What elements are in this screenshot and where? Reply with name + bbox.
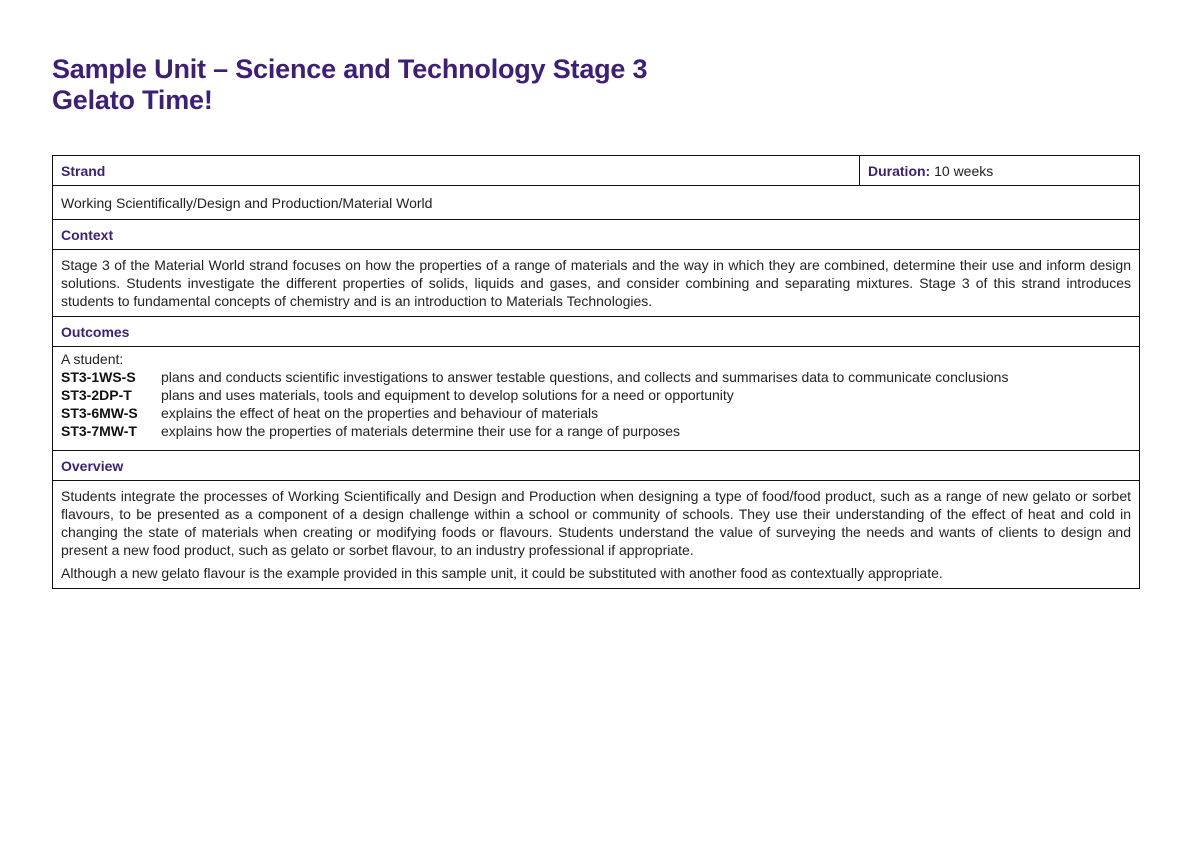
outcome-text: explains the effect of heat on the properties and behaviour of materials [161,405,599,421]
outcome-code: ST3-2DP-T [61,387,132,403]
strand-header-row [53,156,1140,186]
outcome-text: plans and conducts scientific investigations to answer testable questions, and collects and summarises data to communicate conclusions [161,369,1009,385]
outcomes-header-row [53,317,1140,347]
outcome-text: explains how the properties of materials determine their use for a range of purposes [161,423,681,439]
outcomes-intro: A student: [61,351,124,367]
overview-label: Overview [53,451,1140,481]
page-title [52,54,647,116]
outcome-code: ST3-1WS-S [61,369,136,385]
context-header-row [53,220,1140,250]
context-label: Context [53,220,1140,250]
overview-cell [53,481,1140,589]
overview-paragraph-2: Although a new gelato flavour is the example provided in this sample unit, it could be substituted with another food as contextually appropriate. [61,565,943,581]
overview-row [53,481,1140,589]
outcomes-label: Outcomes [53,317,1140,347]
outcome-text: plans and uses materials, tools and equipment to develop solutions for a need or opportunity [161,387,734,403]
strand-value-row [53,186,1140,220]
strand-value: Working Scientifically/Design and Production/Material World [53,186,1140,220]
outcomes-cell [53,347,1140,451]
duration-cell [860,156,1140,186]
title-line-1: Sample Unit – Science and Technology Stage 3 [52,54,648,84]
outcome-item [61,368,1131,386]
context-text-row [53,250,1140,317]
title-line-2: Gelato Time! [52,85,213,115]
outcome-code: ST3-6MW-S [61,405,138,421]
strand-label: Strand [53,156,860,186]
duration-label: Duration: [868,162,931,179]
duration-value: 10 weeks [934,162,994,179]
context-text: Stage 3 of the Material World strand focuses on how the properties of a range of materials and the way in which they are combined, determine their use and inform design solutions. Students investigate the different properties of solids, liquids and gases, and consider combining and separating mixtures. Stage 3 of this strand introduces students to fundamental concepts of chemistry and is an introduction to Materials Technologies. [53,250,1140,317]
outcome-item [61,386,1131,404]
outcomes-row [53,347,1140,451]
overview-header-row [53,451,1140,481]
outcome-item [61,422,1131,440]
outcome-item [61,404,1131,422]
overview-paragraph-1: Students integrate the processes of Working Scientifically and Design and Production when designing a type of food/food product, such as a range of new gelato or sorbet flavours, to be presented as a component of a design challenge within a school or community of schools. They use their understanding of the effect of heat and cold in changing the state of materials when creating or modifying foods or flavours. Students understand the value of surveying the needs and wants of clients to design and present a new food product, such as gelato or sorbet flavour, to an industry professional if appropriate. [61,488,1131,558]
outcome-code: ST3-7MW-T [61,423,137,439]
unit-table [52,155,1140,589]
